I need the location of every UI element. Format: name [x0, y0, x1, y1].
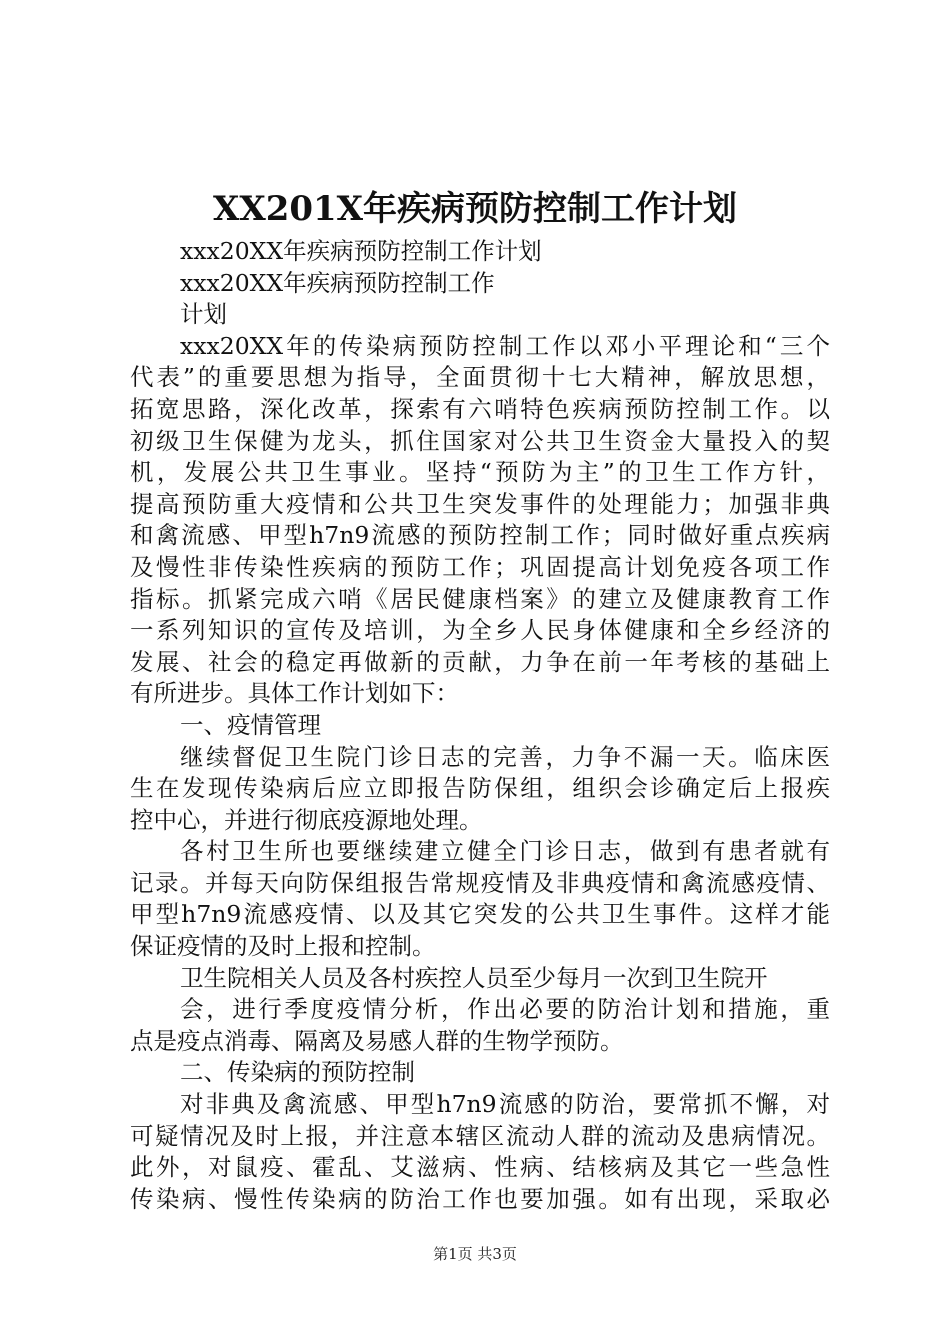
- body-line: 控中心，并进行彻底疫源地处理。: [130, 805, 483, 834]
- body-line: 一系列知识的宣传及培训，为全乡人民身体健康和全乡经济的: [130, 616, 830, 645]
- body-line: 会，进行季度疫情分析，作出必要的防治计划和措施，重: [180, 995, 830, 1024]
- body-line: 初级卫生保健为龙头，抓住国家对公共卫生资金大量投入的契: [130, 426, 830, 455]
- page-footer: 第1页 共3页: [433, 1245, 517, 1263]
- body-line: 生在发现传染病后应立即报告防保组，组织会诊确定后上报疾: [130, 774, 830, 803]
- section-heading: 一、疫情管理: [180, 710, 321, 739]
- body-line: 指标。抓紧完成六哨《居民健康档案》的建立及健康教育工作: [130, 584, 830, 613]
- body-line: 发展、社会的稳定再做新的贡献，力争在前一年考核的基础上: [130, 647, 830, 676]
- body-line: 机，发展公共卫生事业。坚持“预防为主”的卫生工作方针，: [130, 458, 830, 487]
- document-body: [130, 236, 830, 1215]
- body-line: 卫生院相关人员及各村疾控人员至少每月一次到卫生院开: [180, 963, 768, 992]
- body-line: 可疑情况及时上报，并注意本辖区流动人群的流动及患病情况。: [130, 1121, 830, 1150]
- body-line: 及慢性非传染性疾病的预防工作；巩固提高计划免疫各项工作: [130, 552, 830, 581]
- body-line: 记录。并每天向防保组报告常规疫情及非典疫情和禽流感疫情、: [130, 868, 830, 897]
- body-line: 传染病、慢性传染病的防治工作也要加强。如有出现，采取必: [130, 1184, 830, 1213]
- body-line: 甲型h7n9流感疫情、以及其它突发的公共卫生事件。这样才能: [130, 900, 830, 929]
- body-line: xxx20XX年疾病预防控制工作: [180, 268, 495, 297]
- section-heading: 二、传染病的预防控制: [180, 1058, 415, 1087]
- body-line: 各村卫生所也要继续建立健全门诊日志，做到有患者就有: [180, 837, 830, 866]
- body-line: 计划: [180, 300, 227, 329]
- body-line: 保证疫情的及时上报和控制。: [130, 932, 436, 961]
- body-line: 对非典及禽流感、甲型h7n9流感的防治，要常抓不懈，对: [180, 1090, 830, 1119]
- document-title: XX201X年疾病预防控制工作计划: [212, 189, 738, 229]
- body-line: 代表”的重要思想为指导，全面贯彻十七大精神，解放思想，: [130, 363, 830, 392]
- body-line: 有所进步。具体工作计划如下：: [130, 679, 459, 708]
- body-line: 和禽流感、甲型h7n9流感的预防控制工作；同时做好重点疾病: [130, 521, 830, 550]
- body-line: 拓宽思路，深化改革，探索有六哨特色疾病预防控制工作。以: [130, 394, 830, 423]
- body-line: 继续督促卫生院门诊日志的完善，力争不漏一天。临床医: [180, 742, 830, 771]
- body-line: 此外，对鼠疫、霍乱、艾滋病、性病、结核病及其它一些急性: [130, 1153, 830, 1182]
- body-line: 点是疫点消毒、隔离及易感人群的生物学预防。: [130, 1026, 624, 1055]
- body-line: 提高预防重大疫情和公共卫生突发事件的处理能力；加强非典: [130, 489, 830, 518]
- body-line: xxx20XX年的传染病预防控制工作以邓小平理论和“三个: [180, 331, 830, 360]
- body-line: xxx20XX年疾病预防控制工作计划: [180, 237, 542, 265]
